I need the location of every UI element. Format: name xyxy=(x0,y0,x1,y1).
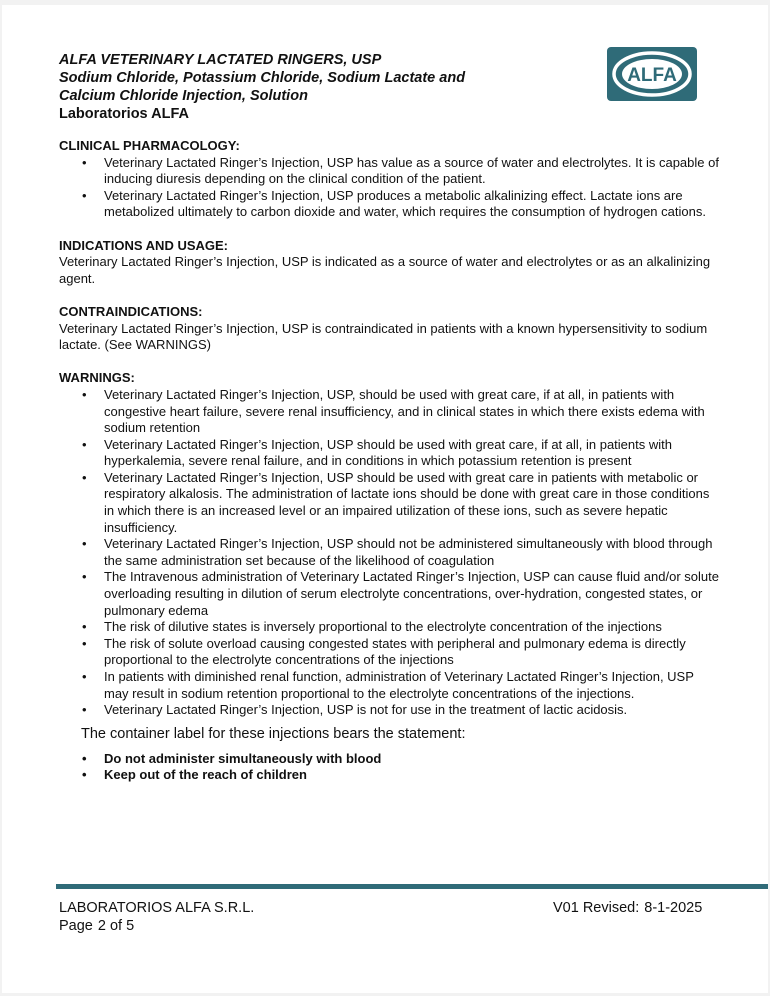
list-item: • Veterinary Lactated Ringer’s Injection, USP should be used with great care, if at all, in patients with hyperkalemia, severe renal failure, and in conditions in which potassium retention is present xyxy=(104,437,719,470)
container-statement: The container label for these injections bears the statement: xyxy=(81,725,466,742)
document-header xyxy=(59,51,579,123)
footer-company: LABORATORIOS ALFA S.R.L. xyxy=(59,900,255,916)
product-title: ALFA VETERINARY LACTATED RINGERS, USP xyxy=(59,52,382,68)
clinical-pharmacology-heading: CLINICAL PHARMACOLOGY: xyxy=(59,138,240,153)
list-item: • Veterinary Lactated Ringer’s Injection, USP is not for use in the treatment of lactic acidosis. xyxy=(104,702,719,719)
list-item: • The risk of dilutive states is inversely proportional to the electrolyte concentration of the injections xyxy=(104,619,719,636)
page-number xyxy=(59,917,254,935)
list-item: • Keep out of the reach of children xyxy=(104,767,719,784)
clinical-pharmacology-list xyxy=(59,155,719,221)
contraindications-text: Veterinary Lactated Ringer’s Injection, USP is contraindicated in patients with a known hypersensitivity to sodium lactate. (See WARNINGS) xyxy=(59,320,708,353)
logo-text: ALFA xyxy=(627,65,677,86)
warnings-heading: WARNINGS: xyxy=(59,370,135,386)
list-item: • Veterinary Lactated Ringer’s Injection, USP should not be administered simultaneously with blood through the same administration set because of the likelihood of coagulation xyxy=(104,536,719,569)
list-item: • In patients with diminished renal function, administration of Veterinary Lactated Ringer’s Injection, USP may result in sodium retention proportional to the electrolyte concentrations of the injections. xyxy=(104,669,719,702)
container-label-list xyxy=(59,751,719,784)
version-label: V01 Revised: xyxy=(553,900,640,916)
list-item: • Veterinary Lactated Ringer’s Injection, USP produces a metabolic alkalinizing effect. Lactate ions are metabolized ultimately to carbon dioxide and water, which requires the consumption of hydrogen cations. xyxy=(104,188,719,221)
product-subtitle-line1: Sodium Chloride, Potassium Chloride, Sodium Lactate and xyxy=(59,70,466,86)
list-item: • Veterinary Lactated Ringer’s Injection, USP should be used with great care in patients with metabolic or respiratory alkalosis. The administration of lactate ions should be done with great care in those conditions in which there is an increased level or an impaired utilization of these ions, such as severe hepatic insufficiency. xyxy=(104,470,719,536)
alfa-logo xyxy=(607,47,697,101)
footer-divider xyxy=(56,884,768,889)
list-item: • Veterinary Lactated Ringer’s Injection, USP, should be used with great care, if at all, in patients with congestive heart failure, severe renal insufficiency, and in clinical states in which there exists edema with sodium retention xyxy=(104,387,719,437)
product-subtitle-line2: Calcium Chloride Injection, Solution xyxy=(59,88,308,104)
list-item: • Do not administer simultaneously with blood xyxy=(104,751,719,768)
footer-revision xyxy=(553,899,702,917)
footer-left xyxy=(59,899,254,935)
document-page xyxy=(2,5,768,993)
page-count: 2 of 5 xyxy=(97,918,135,934)
indications-heading: INDICATIONS AND USAGE: xyxy=(59,237,228,253)
company-name: Laboratorios ALFA xyxy=(59,106,189,122)
list-item: • The risk of solute overload causing congested states with peripheral and pulmonary edema is directly proportional to the electrolyte concentrations of the injections xyxy=(104,636,719,669)
revision-date: 8-1-2025 xyxy=(644,900,703,916)
list-item: • Veterinary Lactated Ringer’s Injection, USP has value as a source of water and electrolytes. It is capable of inducing diuresis depending on the clinical condition of the patient. xyxy=(104,155,719,188)
contraindications-heading: CONTRAINDICATIONS: xyxy=(59,303,203,319)
page-label: Page xyxy=(59,918,93,934)
warnings-list xyxy=(59,387,719,719)
indications-text: Veterinary Lactated Ringer’s Injection, USP is indicated as a source of water and electrolytes or as an alkalinizing agent. xyxy=(59,254,711,286)
list-item: • The Intravenous administration of Veterinary Lactated Ringer’s Injection, USP can cause fluid and/or solute overloading resulting in dilution of serum electrolyte concentrations, over-hydration, congested states, or pulmonary edema xyxy=(104,569,719,619)
document-body xyxy=(59,138,719,784)
